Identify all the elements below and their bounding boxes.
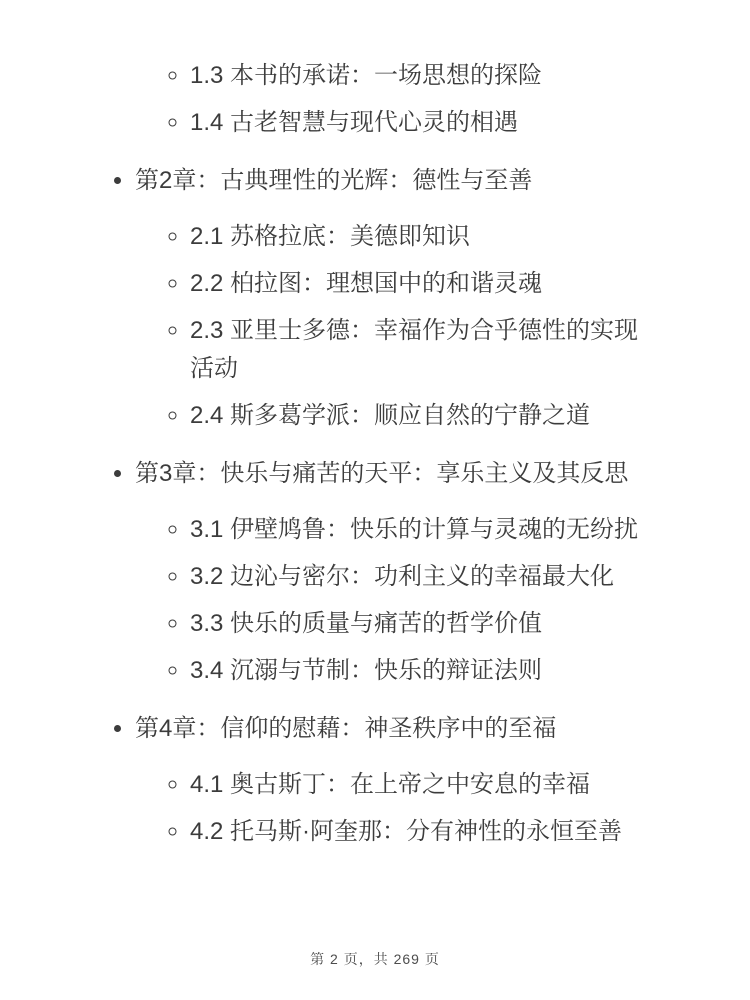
chapter1-subitem-list	[135, 57, 662, 142]
chapter-subitem-list	[135, 766, 662, 851]
toc-subitem: ◦ 2.1 苏格拉底：美德即知识	[190, 218, 662, 256]
chapter-subitem-list	[135, 218, 662, 435]
toc-subitem: ◦ 2.3 亚里士多德：幸福作为合乎德性的实现活动	[190, 312, 662, 388]
chapter-title: 第2章：古典理性的光辉：德性与至善	[135, 167, 533, 194]
toc-list	[96, 57, 662, 851]
toc-subitem: ◦ 2.4 斯多葛学派：顺应自然的宁静之道	[190, 397, 662, 435]
toc-subitem: ◦ 3.4 沉溺与节制：快乐的辩证法则	[190, 652, 662, 690]
toc-subitem: ◦ 1.3 本书的承诺：一场思想的探险	[190, 57, 662, 95]
toc-subitem: ◦ 2.2 柏拉图：理想国中的和谐灵魂	[190, 265, 662, 303]
toc-subitem: ◦ 3.1 伊壁鸠鲁：快乐的计算与灵魂的无纷扰	[190, 511, 662, 549]
toc-subitem: ◦ 3.3 快乐的质量与痛苦的哲学价值	[190, 605, 662, 643]
toc-subitem: ◦ 4.1 奥古斯丁：在上帝之中安息的幸福	[190, 766, 662, 804]
toc-subitem: ◦ 4.2 托马斯·阿奎那：分有神性的永恒至善	[190, 813, 662, 851]
toc-chapter	[135, 455, 662, 690]
page-number-indicator: 第 2 页，共 269 页	[310, 951, 440, 967]
toc-chapter	[135, 162, 662, 435]
toc-subitem: ◦ 1.4 古老智慧与现代心灵的相遇	[190, 104, 662, 142]
toc-chapter	[135, 710, 662, 851]
chapter-title: 第3章：快乐与痛苦的天平：享乐主义及其反思	[135, 460, 629, 487]
chapter-title: 第4章：信仰的慰藉：神圣秩序中的至福	[135, 715, 557, 742]
toc-subitem: ◦ 3.2 边沁与密尔：功利主义的幸福最大化	[190, 558, 662, 596]
chapter-subitem-list	[135, 511, 662, 690]
